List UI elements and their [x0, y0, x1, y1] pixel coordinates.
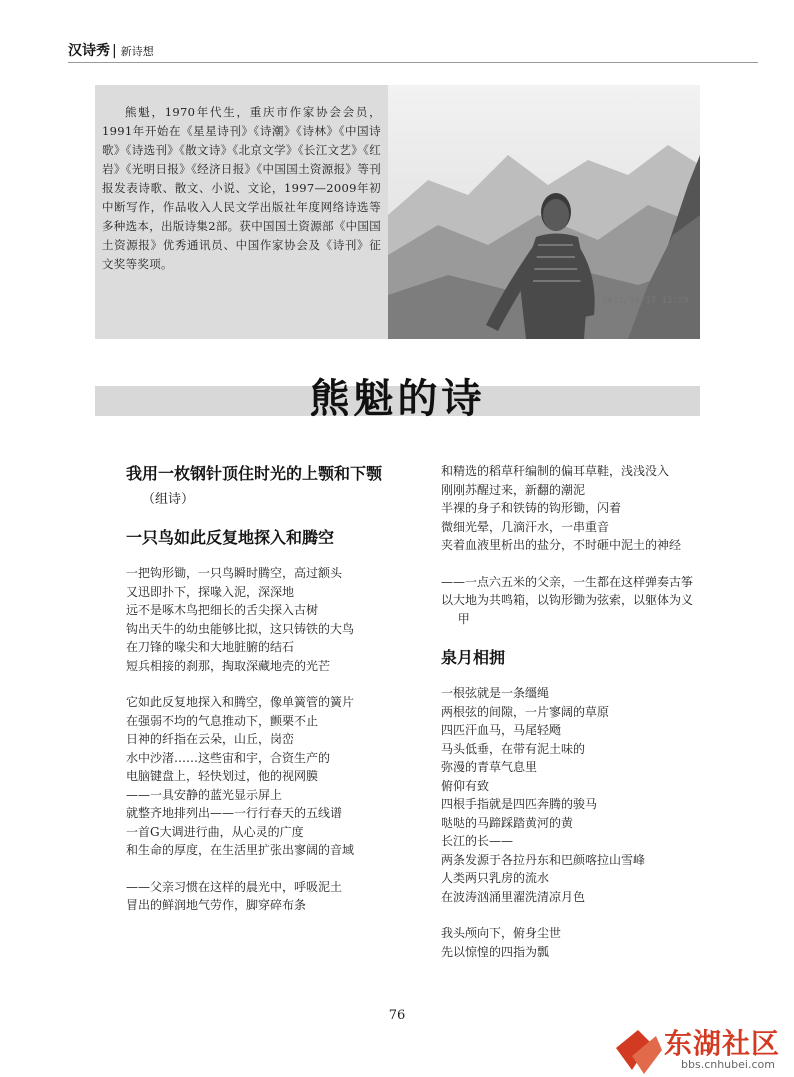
left-column [126, 462, 384, 915]
page-number: 76 [388, 1008, 406, 1023]
bio-text: 熊魁，1970年代生，重庆市作家协会会员，1991年开始在《星星诗刊》《诗潮》《诗林》《中国诗歌》《诗选刊》《散文诗》《北京文学》《长江文艺》《红岩》《光明日报》《经济日报》《中国国土资源报》等刊报发表诗歌、散文、小说、文论，1997—2009年初中断写作，作品收入人民文学出版社年度网络诗选等多种选本，出版诗集2部。获中国国土资源部《中国国土资源报》优秀通讯员、中国作家协会及《诗刊》征文奖等奖项。 [102, 105, 382, 271]
poem-line: 一把钩形锄，一只鸟瞬时腾空，高过额头 [126, 566, 343, 580]
poem-line: 一首G大调进行曲，从心灵的广度 [126, 824, 304, 839]
poem-line: 以大地为共鸣箱，以钩形锄为弦索，以躯体为义甲 [441, 593, 694, 626]
poem-line: 它如此反复地探入和腾空，像单簧管的簧片 [126, 695, 355, 709]
poem-line: 在刀锋的喙尖和大地脏腑的结石 [126, 640, 295, 654]
poem-line: 又迅即扑下，探喙入泥，深深地 [126, 584, 295, 599]
poem-group-note: （组诗） [142, 492, 195, 507]
poem-line: 和精选的稻草秆编制的偏耳草鞋，浅浅没入 [441, 464, 670, 478]
poem-line: 刚刚苏醒过来，新翻的潮泥 [441, 482, 586, 497]
poem-line: 两根弦的间隙，一片寥阔的草原 [441, 704, 610, 719]
poem-line: ——一点六五米的父亲，一生都在这样弹奏古筝 [441, 574, 694, 589]
author-photo [388, 85, 700, 339]
poem-line: 短兵相接的刹那，掏取深藏地壳的光芒 [126, 658, 331, 673]
poem-line: 四根手指就是四匹奔腾的骏马 [441, 797, 598, 811]
page-title: 熊魁的诗 [309, 375, 486, 422]
poem-line: 哒哒的马蹄踩踏黄河的黄 [441, 815, 574, 830]
poem-line: 先以惊惶的四指为瓢 [441, 944, 550, 959]
poem-line: 在波涛汹涌里濯洗清凉月色 [441, 889, 586, 904]
poem-line: 半裸的身子和铁铸的钩形锄，闪着 [441, 501, 622, 515]
poem1-title: 一只鸟如此反复地探入和腾空 [126, 528, 335, 547]
poem-line: 两条发源于各拉丹东和巴颜喀拉山雪峰 [441, 852, 646, 867]
right-column [441, 462, 701, 961]
poem-line: 马头低垂，在带有泥土味的 [441, 741, 586, 756]
poem-line: 人类两只乳房的流水 [441, 871, 550, 885]
poem-line: 长江的长—— [441, 834, 514, 848]
poem-line: 俯仰有致 [441, 778, 490, 793]
poem-line: 电脑键盘上，轻快划过，他的视网膜 [126, 769, 319, 783]
poem-line: 一根弦就是一条缰绳 [441, 686, 550, 700]
poem-group-title [126, 462, 384, 512]
poem-line: 远不是啄木鸟把细长的舌尖探入古树 [126, 603, 319, 617]
header-brand: 汉诗秀 [68, 43, 110, 59]
header-rule [68, 62, 758, 63]
poem-line: 我头颅向下，俯身尘世 [441, 926, 562, 940]
poem-line: 就整齐地排列出——一行行春天的五线谱 [126, 806, 343, 820]
poem-line: ——一具安静的蓝光显示屏上 [126, 787, 283, 802]
poem-line: 日神的纤指在云朵，山丘，岗峦 [126, 732, 295, 746]
poem-line: 和生命的厚度，在生活里扩张出寥阔的音域 [126, 843, 355, 857]
running-header [68, 40, 154, 60]
poem-line: 冒出的鲜润地气劳作，脚穿碎布条 [126, 898, 307, 912]
poem-line: 四匹汗血马，马尾轻飏 [441, 723, 562, 737]
header-separator: | [112, 43, 117, 59]
poem-line: 钩出天牛的幼虫能够比拟，这只铸铁的大鸟 [126, 621, 355, 636]
poem-line: 水中沙渚……这些宙和宇，合资生产的 [126, 750, 331, 765]
poem-line: 夹着血液里析出的盐分，不时砸中泥土的神经 [441, 538, 682, 552]
poem-group-name: 我用一枚钢针顶住时光的上颚和下颚 [126, 464, 383, 483]
poem2-title: 泉月相拥 [441, 648, 506, 667]
photo-timestamp: 2012/09/17 12:29 [602, 296, 689, 306]
watermark-name: 东湖社区 [664, 1027, 781, 1060]
poem-line: ——父亲习惯在这样的晨光中，呼吸泥土 [126, 879, 343, 894]
watermark-url: bbs.cnhubei.com [681, 1058, 775, 1071]
poem-line: 弥漫的青草气息里 [441, 760, 538, 774]
header-section: 新诗想 [120, 45, 154, 58]
poem-line: 在强弱不均的气息推动下，颤栗不止 [126, 713, 319, 728]
poem-line: 微细光晕，几滴汗水，一串重音 [441, 519, 610, 534]
